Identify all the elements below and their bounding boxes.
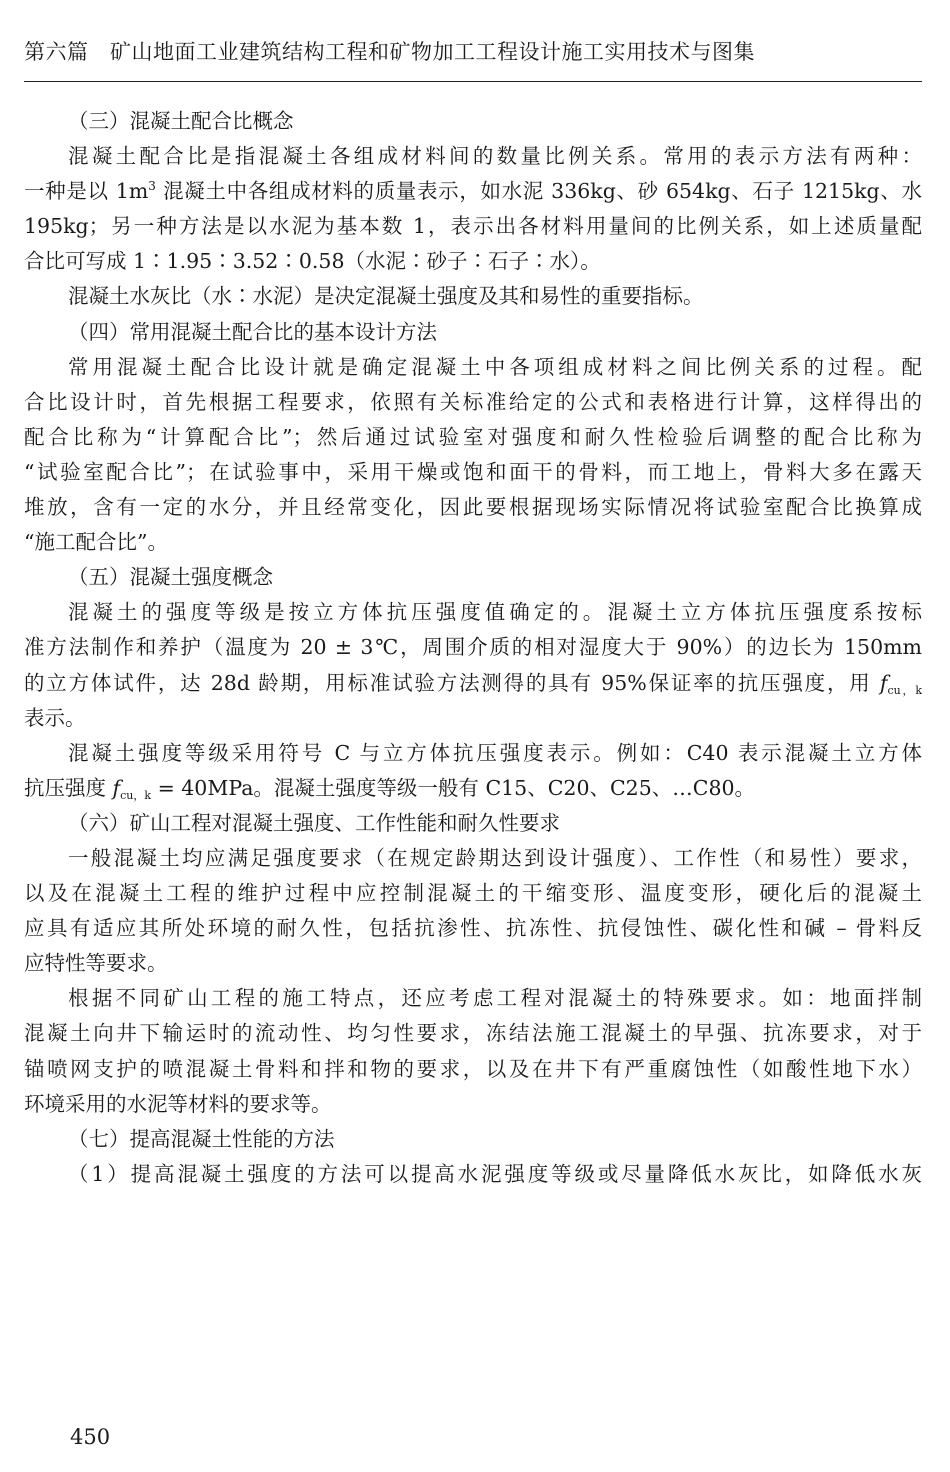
section-heading-6: （六）矿山工程对混凝土强度、工作性能和耐久性要求: [68, 810, 560, 835]
paragraph-line: 应具有适应其所处环境的耐久性，包括抗渗性、抗冻性、抗侵蚀性、碳化性和碱 – 骨料反: [24, 916, 922, 941]
paragraph-line: 合比可写成 1∶1.95∶3.52∶0.58（水泥∶砂子∶石子∶水）。: [24, 249, 601, 274]
paragraph-line: 环境采用的水泥等材料的要求等。: [24, 1091, 332, 1116]
text-run: = 40MPa。混凝土强度等级一般有 C15、C20、C25、…C80。: [151, 775, 756, 800]
paragraph-line: 以及在混凝土工程的维护过程中应控制混凝土的干缩变形、温度变形，硬化后的混凝土: [24, 881, 922, 906]
paragraph-line: 表示。: [24, 705, 86, 730]
section-heading-4: （四）常用混凝土配合比的基本设计方法: [68, 319, 437, 344]
paragraph-line: 合比设计时，首先根据工程要求，依照有关标准给定的公式和表格进行计算，这样得出的: [24, 389, 922, 414]
text-run: 抗压强度: [24, 775, 113, 800]
paragraph-line: 混凝土配合比是指混凝土各组成材料间的数量比例关系。常用的表示方法有两种：: [68, 144, 922, 169]
text-run: 的立方体试件，达 28d 龄期，用标准试验方法测得的具有 95%保证率的抗压强度，用: [24, 670, 880, 695]
page-body: [24, 104, 922, 1192]
text-run: 混凝土中各组成材料的质量表示，如水泥 336kg、砂 654kg、石子 1215kg、水: [155, 179, 922, 204]
math-subscript: cu，k: [887, 683, 922, 697]
paragraph-line: 堆放，含有一定的水分，并且经常变化，因此要根据现场实际情况将试验室配合比换算成: [24, 495, 922, 520]
math-subscript: cu，k: [120, 788, 152, 802]
paragraph-line: 混凝土向井下输运时的流动性、均匀性要求，冻结法施工混凝土的早强、抗冻要求，对于: [24, 1021, 922, 1046]
text-run: 一种是以 1m: [24, 179, 149, 204]
paragraph-line: 准方法制作和养护（温度为 20 ± 3℃，周围介质的相对湿度大于 90%）的边长为 150mm: [24, 635, 922, 660]
section-heading-5: （五）混凝土强度概念: [68, 565, 273, 590]
paragraph-line: 配合比称为“计算配合比”；然后通过试验室对强度和耐久性检验后调整的配合比称为: [24, 424, 922, 449]
running-header: 第六篇 矿山地面工业建筑结构工程和矿物加工工程设计施工实用技术与图集: [24, 40, 755, 64]
paragraph-line: 混凝土强度等级采用符号 C 与立方体抗压强度表示。例如：C40 表示混凝土立方体: [68, 740, 922, 765]
paragraph-line: 根据不同矿山工程的施工特点，还应考虑工程对混凝土的特殊要求。如：地面拌制: [68, 986, 922, 1011]
paragraph-line: 一般混凝土均应满足强度要求（在规定龄期达到设计强度）、工作性（和易性）要求，: [68, 845, 922, 870]
section-heading-7: （七）提高混凝土性能的方法: [68, 1126, 335, 1151]
section-heading-3: （三）混凝土配合比概念: [68, 109, 294, 133]
math-f: f: [879, 670, 888, 695]
paragraph-line: 常用混凝土配合比设计就是确定混凝土中各项组成材料之间比例关系的过程。配: [68, 354, 922, 379]
paragraph-line: [24, 771, 922, 806]
header-rule: [24, 81, 922, 82]
paragraph-line: 应特性等要求。: [24, 951, 168, 976]
superscript: 3: [148, 179, 156, 194]
math-symbol: [113, 776, 152, 800]
math-f: f: [112, 775, 121, 800]
paragraph-line: 195kg；另一种方法是以水泥为基本数 1，表示出各材料用量间的比例关系，如上述质量配: [24, 214, 922, 239]
paragraph-line: 混凝土的强度等级是按立方体抗压强度值确定的。混凝土立方体抗压强度系按标: [68, 600, 922, 625]
paragraph-line: 混凝土水灰比（水∶水泥）是决定混凝土强度及其和易性的重要指标。: [68, 284, 704, 309]
paragraph-line: “试验室配合比”；在试验事中，采用干燥或饱和面干的骨料，而工地上，骨料大多在露天: [24, 459, 922, 484]
paragraph-line: 锚喷网支护的喷混凝土骨料和拌和物的要求，以及在井下有严重腐蚀性（如酸性地下水）: [24, 1056, 922, 1081]
paragraph-line: [24, 174, 922, 209]
paragraph-line: （1）提高混凝土强度的方法可以提高水泥强度等级或尽量降低水灰比，如降低水灰: [68, 1161, 922, 1186]
paragraph-line: [24, 666, 922, 701]
page-number: 450: [70, 1425, 111, 1449]
math-symbol: [880, 671, 922, 695]
paragraph-line: “施工配合比”。: [24, 530, 168, 555]
